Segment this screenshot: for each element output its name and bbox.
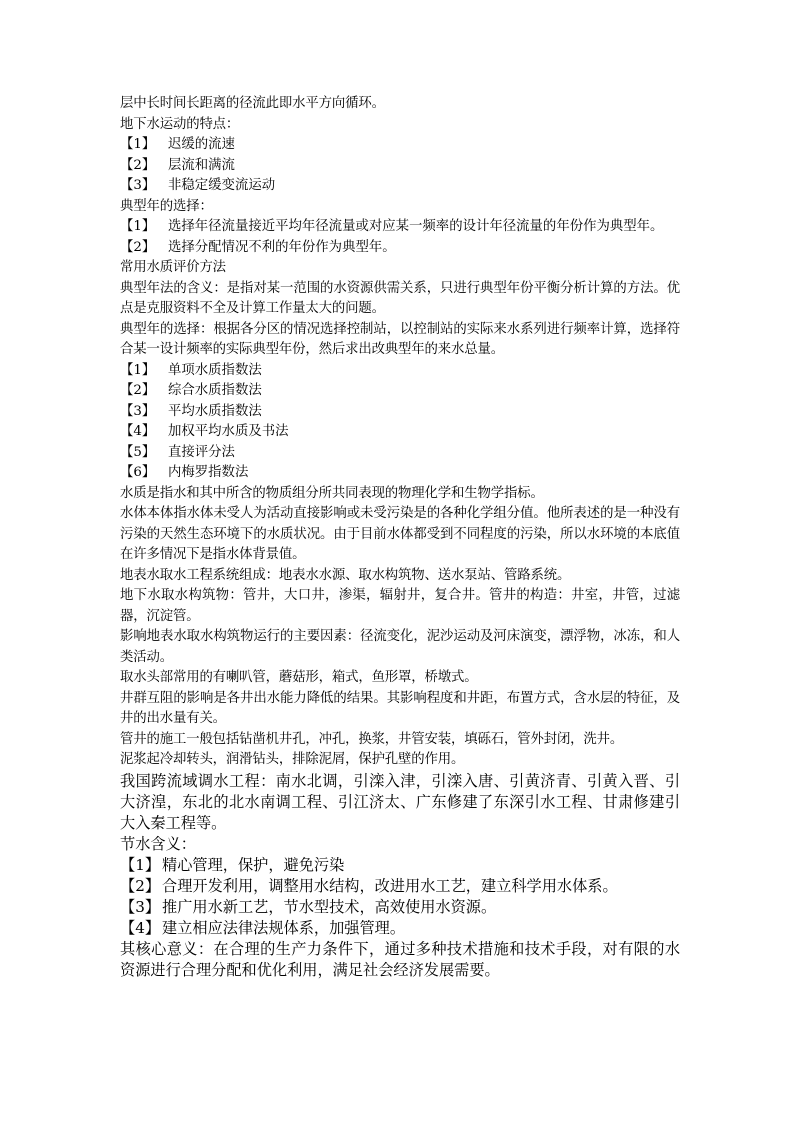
list-item <box>120 217 680 238</box>
paragraph: 典型年的选择：根据各分区的情况选择控制站，以控制站的实际来水系列进行频率计算，选择符合某一设计频率的实际典型年份，然后求出改典型年的来水总量。 <box>120 321 680 357</box>
list-number: 【1】 <box>120 137 156 152</box>
list-number: 【2】 <box>120 239 156 255</box>
list-text: 精心管理，保护，避免污染 <box>162 855 345 874</box>
paragraph: 我国跨流域调水工程：南水北调，引滦入津，引滦入唐、引黄济青、引黄入晋、引大济湟，东北的北水南调工程、引江济太、广东修建了东深引水工程、甘肃修建引大入秦工程等。 <box>120 771 680 832</box>
list-number: 【3】 <box>120 403 156 419</box>
paragraph: 典型年法的含义：是指对某一范围的水资源供需关系，只进行典型年份平衡分析计算的方法。优点是克服资料不全及计算工作量太大的问题。 <box>120 280 680 316</box>
list-text: 层流和满流 <box>168 157 235 173</box>
list-text: 直接评分法 <box>168 444 235 460</box>
list-text: 迟缓的流速 <box>168 137 235 152</box>
text-line: 层中长时间长距离的径流此即水平方向循环。 <box>120 96 385 111</box>
list-item <box>120 361 680 382</box>
paragraph: 水体本体指水体未受人为活动直接影响或未受污染是的各种化学组分值。他所表述的是一种没有污染的天然生态环境下的水质状况。由于目前水体都受到不同程度的污染，所以水环境的本底值在许多情况下是指水体背景值。 <box>120 506 680 562</box>
section-heading: 常用水质评价方法 <box>120 260 226 275</box>
list-text: 选择年径流量接近平均年径流量或对应某一频率的设计年径流量的年份作为典型年。 <box>168 219 664 234</box>
document-body <box>120 94 680 981</box>
water-saving-section <box>120 771 680 981</box>
list-item <box>120 381 680 402</box>
list-text: 合理开发利用，调整用水结构，改进用水工艺，建立科学用水体系。 <box>162 876 618 895</box>
list-number: 【2】 <box>120 157 156 173</box>
section-heading: 地下水运动的特点： <box>120 116 240 132</box>
list-number: 【2】 <box>120 876 161 895</box>
list-text: 选择分配情况不利的年份作为典型年。 <box>168 239 396 255</box>
list-item <box>120 463 680 484</box>
list-text: 非稳定缓变流运动 <box>168 178 276 193</box>
list-text: 单项水质指数法 <box>168 362 262 378</box>
section-heading: 节水含义： <box>120 834 196 853</box>
paragraph: 取水头部常用的有喇叭管，蘑菇形，箱式，鱼形罩，桥墩式。 <box>120 670 478 685</box>
list-item <box>120 402 680 423</box>
list-number: 【2】 <box>120 383 156 398</box>
list-text: 综合水质指数法 <box>168 383 262 398</box>
section-heading: 典型年的选择： <box>120 198 213 214</box>
list-number: 【4】 <box>120 918 161 937</box>
list-item <box>120 156 680 177</box>
list-item <box>120 876 680 897</box>
list-item <box>120 918 680 939</box>
list-item <box>120 443 680 464</box>
paragraph: 泥浆起冷却转头，润滑钻头，排除泥屑，保护孔壁的作用。 <box>120 752 465 767</box>
paragraph: 管井的施工一般包括钻凿机井孔，冲孔，换浆，井管安装，填砾石，管外封闭，洗井。 <box>120 731 624 747</box>
list-number: 【6】 <box>120 465 156 480</box>
list-number: 【1】 <box>120 362 156 378</box>
paragraph: 地下水取水构筑物：管井，大口井，渗渠，辐射井，复合井。管井的构造：井室，井管，过滤器，沉淀管。 <box>120 588 680 624</box>
list-number: 【1】 <box>120 855 161 874</box>
list-item <box>120 135 680 156</box>
list-text: 加权平均水质及书法 <box>168 424 289 439</box>
paragraph: 井群互阻的影响是各井出水能力降低的结果。其影响程度和井距，布置方式，含水层的特征，及井的出水量有关。 <box>120 690 680 726</box>
paragraph: 其核心意义：在合理的生产力条件下，通过多种技术措施和技术手段，对有限的水资源进行合理分配和优化利用，满足社会经济发展需要。 <box>120 939 680 979</box>
list-number: 【1】 <box>120 219 156 234</box>
list-text: 建立相应法律法规体系，加强管理。 <box>162 918 405 937</box>
list-number: 【3】 <box>120 178 156 193</box>
list-item <box>120 897 680 918</box>
paragraph: 地表水取水工程系统组成：地表水水源、取水构筑物、送水泵站、管路系统。 <box>120 567 571 583</box>
list-number: 【5】 <box>120 444 156 460</box>
list-item <box>120 176 680 197</box>
paragraph: 影响地表水取水构筑物运行的主要因素：径流变化，泥沙运动及河床演变，漂浮物，冰冻，和人类活动。 <box>120 629 680 665</box>
list-item <box>120 422 680 443</box>
list-number: 【4】 <box>120 424 156 439</box>
list-text: 内梅罗指数法 <box>168 465 249 480</box>
list-number: 【3】 <box>120 897 161 916</box>
list-item <box>120 238 680 259</box>
list-item <box>120 855 680 876</box>
paragraph: 水质是指水和其中所含的物质组分所共同表现的物理化学和生物学指标。 <box>120 485 544 501</box>
list-text: 平均水质指数法 <box>168 403 262 419</box>
list-text: 推广用水新工艺，节水型技术，高效使用水资源。 <box>162 897 497 916</box>
